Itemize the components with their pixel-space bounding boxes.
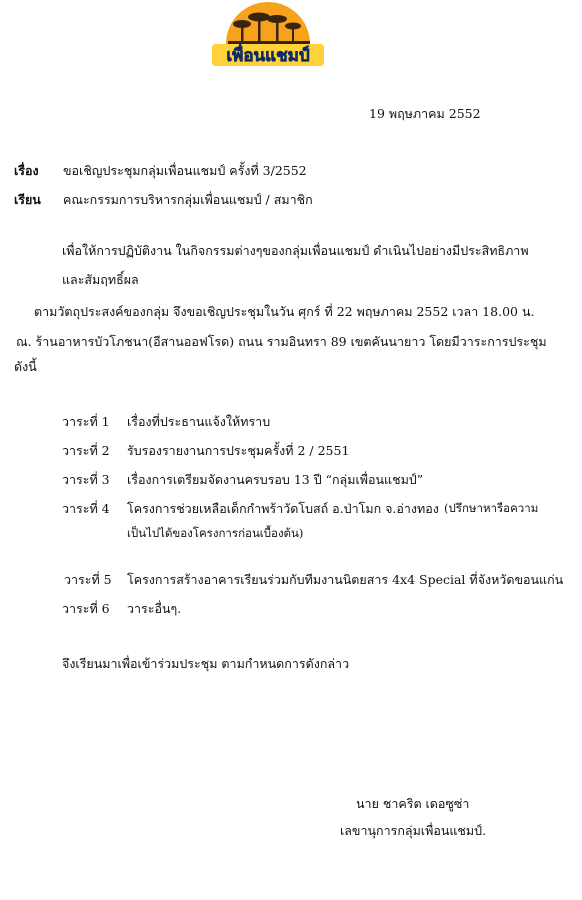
agenda-4-label: วาระที่ 4 — [62, 501, 110, 516]
signature-title: เลขานุการกลุ่มเพื่อนแชมป์. — [340, 823, 487, 838]
agenda-6-text: วาระอื่นๆ. — [127, 601, 182, 616]
logo-text: เพื่อนแชมป์ — [226, 46, 310, 66]
to-text: คณะกรรมการบริหารกลุ่มเพื่อนแชมป์ / สมาชิก — [63, 192, 313, 207]
agenda-4-note-line-1: (ปรึกษาหารือความ — [444, 501, 539, 515]
agenda-1-label: วาระที่ 1 — [62, 414, 110, 429]
agenda-1-text: เรื่องที่ประธานแจ้งให้ทราบ — [127, 414, 271, 429]
closing-text: จึงเรียนมาเพื่อเข้าร่วมประชุม ตามกำหนดการดังกล่าว — [62, 656, 350, 671]
body-paragraph-2-line-3: ดังนี้ — [14, 359, 37, 374]
subject-label: เรื่อง — [14, 163, 39, 178]
body-paragraph-2-line-2: ณ. ร้านอาหารบัวโภชนา(อีสานออฟโรด) ถนน รามอินทรา 89 เขตคันนายาว โดยมีวาระการประชุม — [16, 334, 547, 349]
letter-date: 19 พฤษภาคม 2552 — [369, 106, 481, 121]
subject-text: ขอเชิญประชุมกลุ่มเพื่อนแชมป์ ครั้งที่ 3/2552 — [63, 163, 307, 178]
agenda-4-text: โครงการช่วยเหลือเด็กกำพร้าวัดโบสถ์ อ.ป่าโมก จ.อ่างทอง — [127, 501, 439, 516]
body-paragraph-2-line-1: ตามวัตถุประสงค์ของกลุ่ม จึงขอเชิญประชุมในวัน ศุกร์ ที่ 22 พฤษภาคม 2552 เวลา 18.00 น. — [34, 304, 535, 319]
signature-name: นาย ชาคริต เดอซูซ่า — [356, 796, 470, 811]
agenda-5-label: วาระที่ 5 — [64, 572, 112, 587]
to-label: เรียน — [14, 192, 41, 207]
logo-graphic — [208, 0, 328, 70]
body-paragraph-1-line-2: และสัมฤทธิ์ผล — [62, 272, 139, 287]
agenda-4-note-line-2: เป็นไปได้ของโครงการก่อนเบื้องต้น) — [127, 526, 304, 540]
agenda-2-text: รับรองรายงานการประชุมครั้งที่ 2 / 2551 — [127, 443, 350, 458]
agenda-2-label: วาระที่ 2 — [62, 443, 110, 458]
agenda-6-label: วาระที่ 6 — [62, 601, 110, 616]
agenda-3-label: วาระที่ 3 — [62, 472, 110, 487]
agenda-5-text: โครงการสร้างอาคารเรียนร่วมกับทีมงานนิตยสาร 4x4 Special ที่จังหวัดขอนแก่น — [127, 572, 564, 587]
body-paragraph-1-line-1: เพื่อให้การปฏิบัติงาน ในกิจกรรมต่างๆของกลุ่มเพื่อนแชมป์ ดำเนินไปอย่างมีประสิทธิภาพ — [62, 243, 529, 258]
agenda-3-text: เรื่องการเตรียมจัดงานครบรอบ 13 ปี “กลุ่มเพื่อนแชมป์” — [127, 472, 424, 487]
logo — [208, 0, 328, 70]
